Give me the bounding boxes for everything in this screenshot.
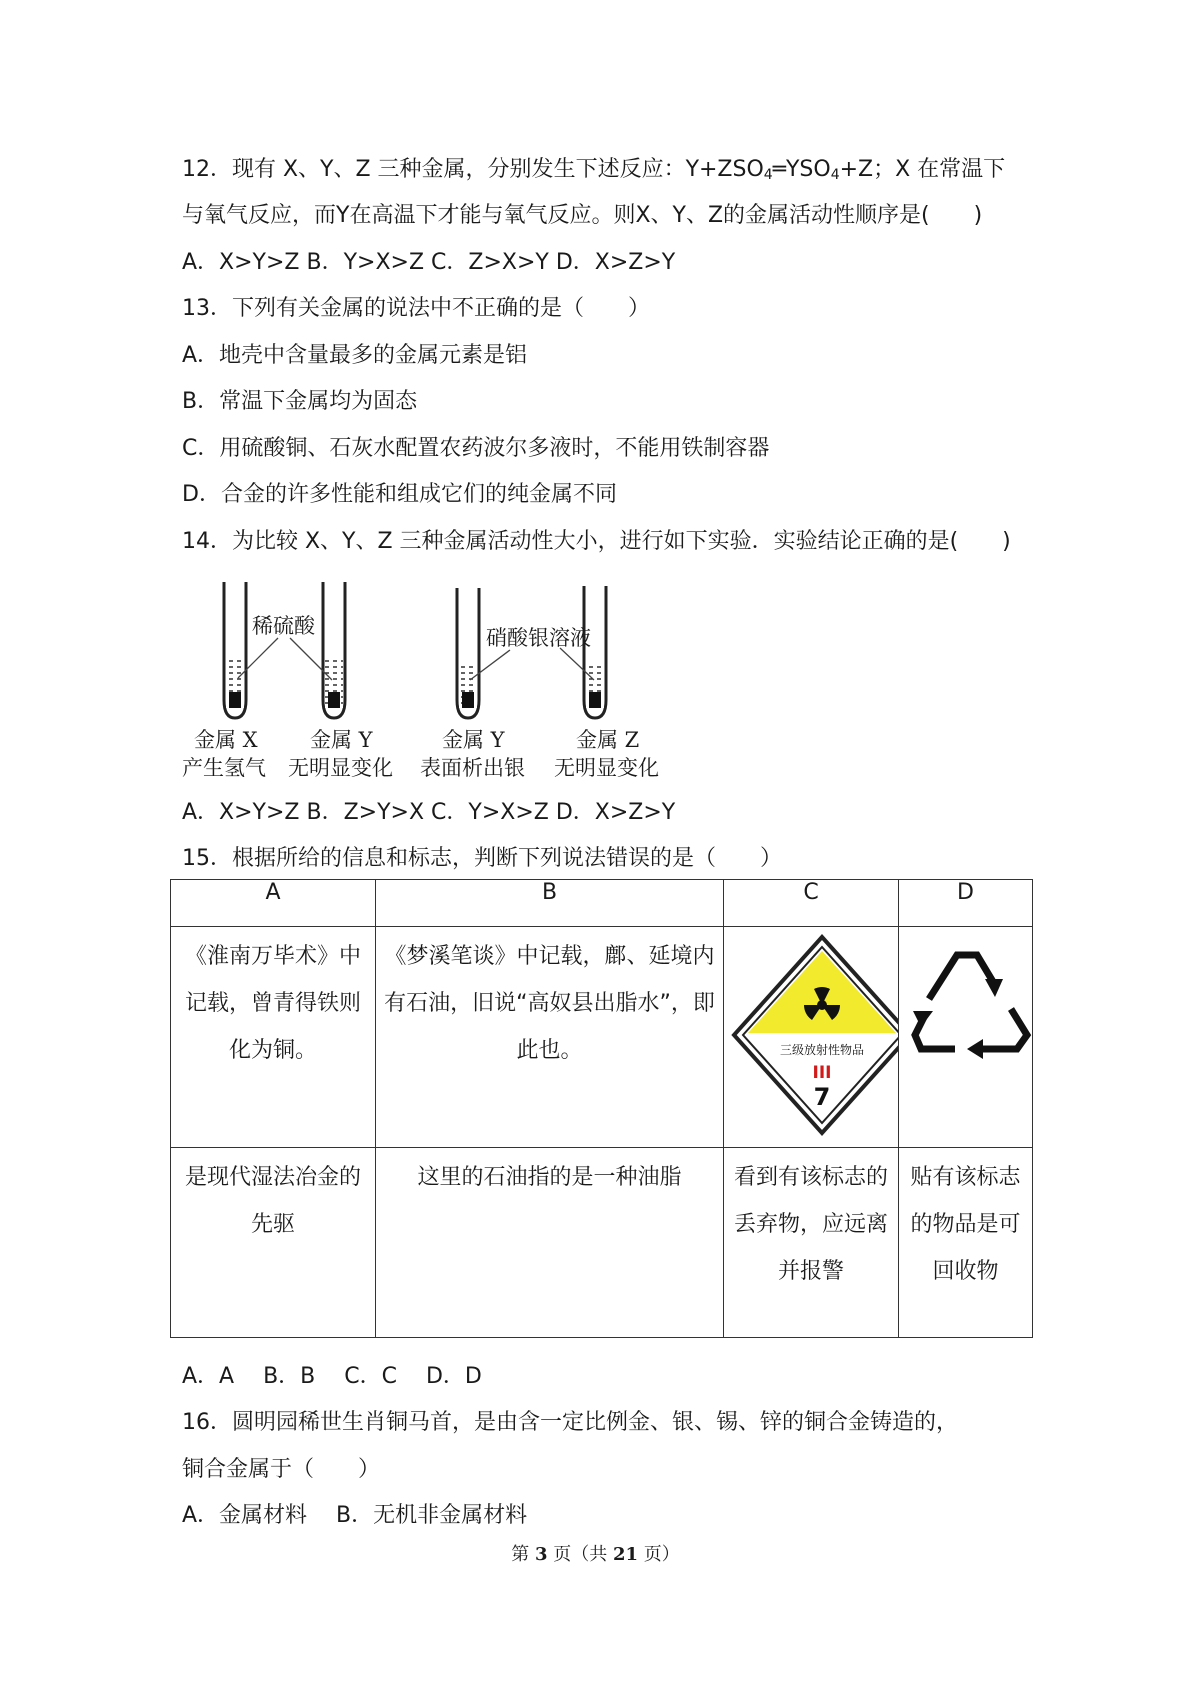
q12-line1	[182, 155, 1005, 190]
claim-d-text: 贴有该标志的物品是可回收物	[910, 1165, 1021, 1284]
silver-nitrate-label: 硝酸银溶液	[486, 626, 591, 650]
claim-c-text: 看到有该标志的丢弃物，应远离并报警	[733, 1165, 888, 1284]
column-header-b: B	[376, 880, 724, 927]
q12-text: ═YSO	[772, 157, 831, 182]
acid-label: 稀硫酸	[252, 614, 315, 638]
q15-stem: 15．根据所给的信息和标志，判断下列说法错误的是（ ）	[182, 846, 782, 871]
obs-y1-label: 无明显变化	[288, 756, 393, 780]
footer-text: 页（共	[547, 1544, 613, 1565]
table-header-row	[171, 880, 1033, 927]
test-tube-y1	[323, 582, 345, 718]
q13-option-b: B．常温下金属均为固态	[182, 389, 418, 414]
radioactive-sign	[724, 927, 898, 1147]
metal-x-block	[229, 692, 241, 708]
q16-options: A．金属材料 B．无机非金属材料	[182, 1503, 528, 1528]
footer-text: 页）	[638, 1544, 680, 1565]
test-tube-z	[584, 586, 606, 718]
test-tube-y2	[457, 588, 479, 718]
q12-line2: 与氧气反应，而Y在高温下才能与氧气反应。则X、Y、Z的金属活动性顺序是( )	[182, 203, 983, 228]
q14-stem: 14．为比较 X、Y、Z 三种金属活动性大小，进行如下实验．实验结论正确的是( )	[182, 529, 1011, 554]
obs-y2-label: 表面析出银	[420, 756, 525, 780]
column-header-d: D	[899, 880, 1033, 927]
q15-options: A．A B．B C．C D．D	[182, 1364, 482, 1389]
metal-z-label: 金属 Z	[576, 728, 640, 752]
footer-text: 第	[511, 1544, 535, 1565]
claim-a-text: 是现代湿法冶金的先驱	[184, 1165, 361, 1237]
test-tube-x	[224, 582, 246, 718]
column-header-c: C	[724, 880, 899, 927]
q13-option-c: C．用硫酸铜、石灰水配置农药波尔多液时，不能用铁制容器	[182, 436, 770, 461]
column-header-a: A	[171, 880, 376, 927]
hazard-number-text: 7	[813, 1083, 831, 1111]
q14-options: A．X>Y>Z B．Z>Y>X C．Y>X>Z D．X>Z>Y	[182, 800, 676, 825]
table-claim-row	[171, 1148, 1033, 1338]
obs-x-label: 产生氢气	[182, 756, 266, 780]
metal-y1-label: 金属 Y	[310, 728, 373, 752]
subscript: 4	[763, 167, 773, 183]
experiment-figure	[180, 580, 670, 780]
total-pages: 21	[612, 1544, 639, 1565]
obs-z-label: 无明显变化	[554, 756, 659, 780]
metal-x-label: 金属 X	[194, 728, 258, 752]
q16-line2: 铜合金属于（ ）	[182, 1457, 381, 1482]
q12-options: A．X>Y>Z B．Y>X>Z C．Z>X>Y D．X>Z>Y	[182, 250, 676, 275]
page-footer	[0, 1540, 1191, 1566]
q16-line1: 16．圆明园稀世生肖铜马首，是由含一定比例金、银、锡、锌的铜合金铸造的，	[182, 1410, 958, 1435]
q13-option-a: A．地壳中含量最多的金属元素是铝	[182, 343, 528, 368]
q13-option-d: D．合金的许多性能和组成它们的纯金属不同	[182, 482, 617, 507]
info-b-text: 《梦溪笔谈》中记载，鄜、延境内有石油，旧说“高奴县出脂水”，即此也。	[384, 944, 715, 1063]
metal-y2-label: 金属 Y	[442, 728, 505, 752]
recycle-icon	[899, 927, 1032, 1147]
claim-b-text: 这里的石油指的是一种油脂	[417, 1165, 682, 1190]
info-a-text: 《淮南万毕术》中记载，曾青得铁则化为铜。	[184, 944, 361, 1063]
page-number: 3	[534, 1544, 548, 1565]
q15-table	[170, 879, 1033, 1338]
hazard-class-text: III	[812, 1063, 832, 1083]
subscript: 4	[830, 167, 840, 183]
hazard-label-text: 三级放射性物品	[779, 1043, 865, 1057]
q12-text: +Z；X 在常温下	[839, 157, 1006, 182]
q12-text: 12．现有 X、Y、Z 三种金属，分别发生下述反应：Y+ZSO	[182, 157, 764, 182]
table-info-row	[171, 927, 1033, 1148]
q13-stem: 13．下列有关金属的说法中不正确的是（ ）	[182, 296, 650, 321]
